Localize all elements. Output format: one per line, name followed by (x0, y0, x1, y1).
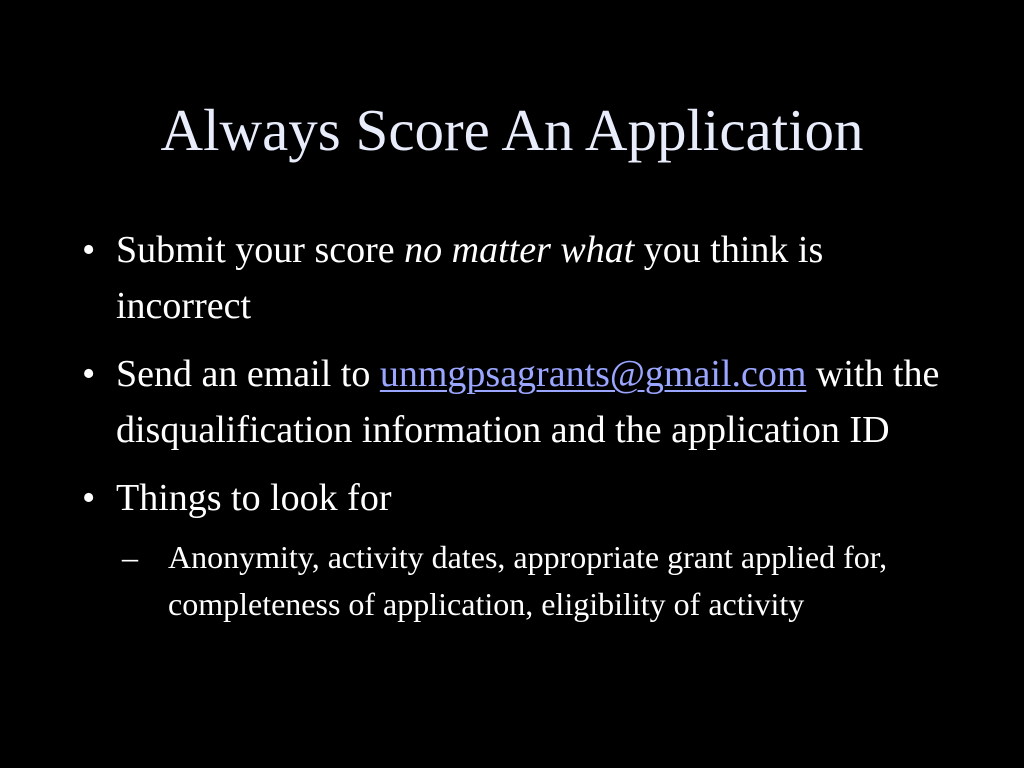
bullet-marker: • (82, 353, 96, 395)
sub-bullet-text: Anonymity, activity dates, appropriate grant applied for, completeness of application, eligibility of activity (168, 539, 888, 622)
slide-title: Always Score An Application (160, 97, 864, 163)
bullet-text-before: Send an email to (116, 353, 380, 395)
sub-bullet-marker: – (122, 539, 138, 575)
bullet-list (78, 222, 958, 640)
bullet-text-before: Submit your score (116, 229, 405, 271)
email-link[interactable]: unmgpsagrants@gmail.com (379, 353, 807, 395)
bullet-marker: • (82, 477, 96, 519)
sub-bullet-criteria (122, 534, 958, 628)
bullet-submit-score (78, 222, 958, 334)
bullet-things-to-look-for (78, 470, 958, 628)
bullet-marker: • (82, 229, 96, 271)
bullet-text: Things to look for (116, 477, 392, 519)
bullet-emphasis: no matter what (404, 229, 635, 271)
bullet-text-after: you think is incorrect (116, 229, 824, 327)
sub-bullet-list (116, 534, 958, 628)
bullet-text-after: with the disqualification information and the application ID (116, 353, 940, 451)
bullet-send-email (78, 346, 958, 458)
